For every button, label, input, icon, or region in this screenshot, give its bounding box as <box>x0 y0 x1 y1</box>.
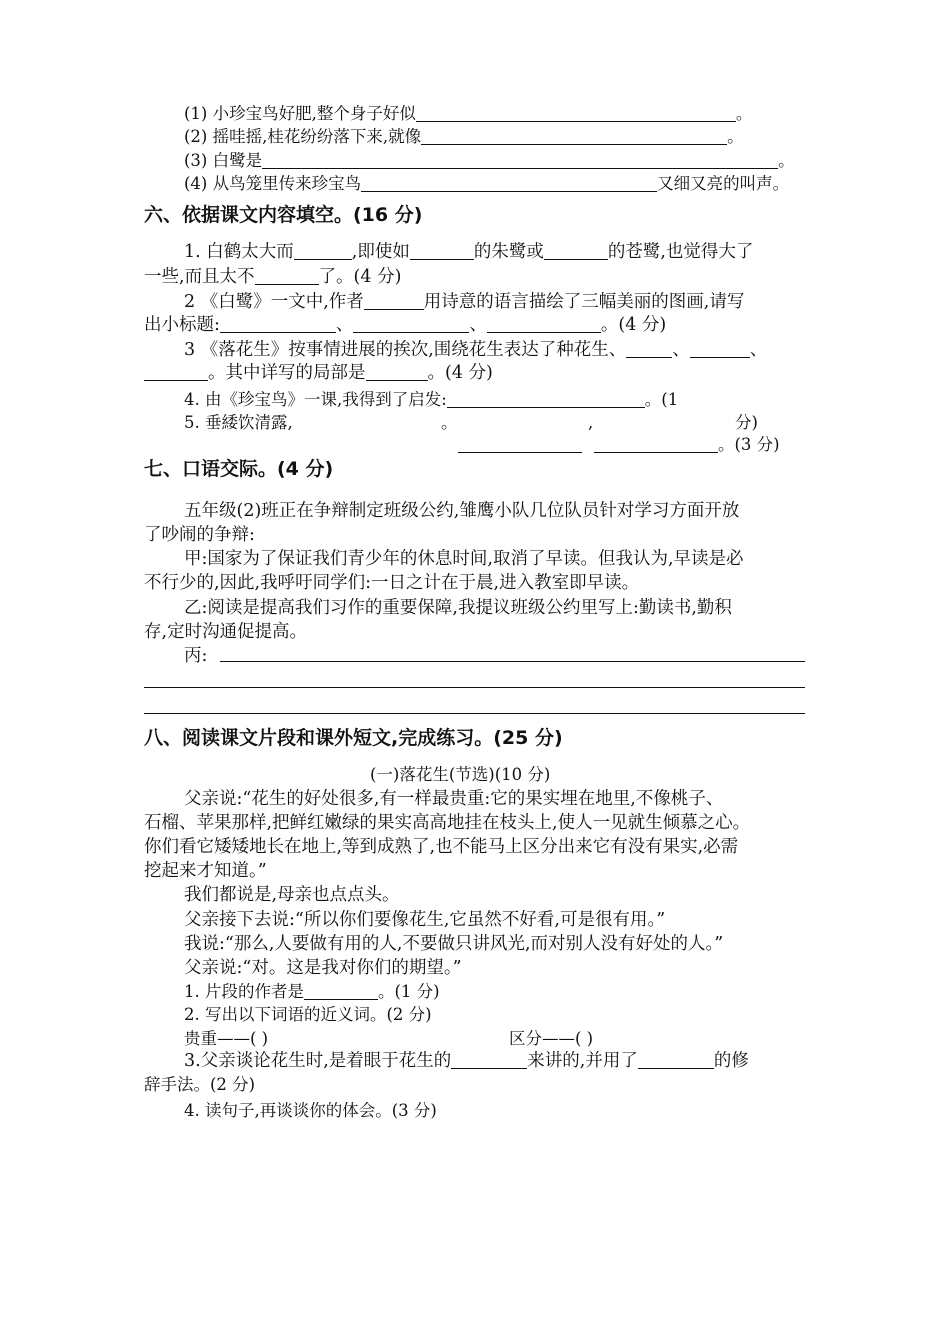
paragraph-line: 五年级(2)班正在争辩制定班级公约,雏鹰小队几位队员针对学习方面开放 <box>184 501 740 521</box>
p6-q4 <box>184 389 678 411</box>
paragraph-line: 父亲接下去说:“所以你们要像花生,它虽然不好看,可是很有用。” <box>184 910 666 930</box>
text: 、 <box>749 340 768 360</box>
p5-q1-end: 。 <box>735 104 753 123</box>
text: ,即使如 <box>351 242 410 262</box>
text: 1. 片段的作者是 <box>184 982 304 1001</box>
text: 。(4 分) <box>427 363 493 383</box>
paragraph-line: 石榴、苹果那样,把鲜红嫩绿的果实高高地挂在枝头上,使人一见就生倾慕之心。 <box>144 813 751 833</box>
text: 。(1 分) <box>378 982 440 1001</box>
section-heading: 六、依据课文内容填空。(16 分) <box>144 204 423 226</box>
blank[interactable] <box>416 105 736 122</box>
blank[interactable] <box>638 1052 714 1069</box>
section-heading: 八、阅读课文片段和课外短文,完成练习。(25 分) <box>144 727 563 749</box>
text: 、 <box>672 340 690 360</box>
synonym-item[interactable]: 贵重——( ) <box>184 1029 269 1048</box>
text: 、 <box>469 315 487 335</box>
text: 2 《白鹭》一文中,作者 <box>184 292 364 312</box>
speaker-label: 丙: <box>184 646 208 666</box>
paragraph-line: 不行少的,因此,我呼吁同学们:一日之计在于晨,进入教室即早读。 <box>144 573 640 593</box>
answer-line[interactable] <box>220 661 805 662</box>
blank[interactable] <box>255 268 319 285</box>
text: 的修 <box>713 1051 749 1071</box>
paragraph-line: 你们看它矮矮地长在地上,等到成熟了,也不能马上区分出来它有没有果实,必需 <box>144 837 739 857</box>
p8-q4: 4. 读句子,再谈谈你的体会。(3 分) <box>184 1101 437 1120</box>
p5-q4-end: 又细又亮的叫声。 <box>657 174 790 193</box>
p5-q1-text: (1) 小珍宝鸟好肥,整个身子好似 <box>184 104 416 123</box>
answer-line[interactable] <box>144 687 805 688</box>
p5-q2-end: 。 <box>727 127 744 146</box>
text: 。其中详写的局部是 <box>208 363 366 383</box>
p8-q3-line1 <box>184 1050 749 1072</box>
paragraph-line: 父亲说:“花生的好处很多,有一样最贵重:它的果实埋在地里,不像桃子、 <box>184 789 724 809</box>
text: 3.父亲谈论花生时,是着眼于花生的 <box>184 1051 452 1071</box>
p5-q3 <box>184 150 795 172</box>
blank[interactable] <box>447 391 645 408</box>
blank[interactable] <box>294 243 352 260</box>
p8-q3-line2: 辞手法。(2 分) <box>144 1075 256 1094</box>
paragraph-line: 挖起来才知道。” <box>144 861 267 881</box>
p5-q4-text: (4) 从鸟笼里传来珍宝鸟 <box>184 174 362 193</box>
blank[interactable] <box>690 341 750 358</box>
text: 一些,而且太不 <box>144 267 255 287</box>
text: 4. 由《珍宝鸟》一课,我得到了启发: <box>184 390 447 409</box>
p5-q3-text: (3) 白鹭是 <box>184 151 263 170</box>
p6-q5 <box>184 412 293 434</box>
text: 用诗意的语言描绘了三幅美丽的图画,请写 <box>423 292 745 312</box>
text: 3 《落花生》按事情进展的挨次,围绕花生表达了种花生 <box>184 340 609 360</box>
paragraph-line: 了吵闹的争辩: <box>144 525 255 545</box>
blank[interactable] <box>410 243 474 260</box>
paragraph-line: 存,定时沟通促提高。 <box>144 622 308 642</box>
text: 。(1 <box>644 390 679 409</box>
blank[interactable] <box>487 316 601 333</box>
text: 了。(4 分) <box>318 267 402 287</box>
p5-q3-end: 。 <box>778 151 795 170</box>
blank[interactable] <box>626 341 672 358</box>
p6-q2-line1 <box>184 291 744 313</box>
text: 的苍鹭,也觉得大了 <box>607 242 754 262</box>
text: 、 <box>335 315 354 335</box>
text: 的朱鹭或 <box>473 242 544 262</box>
blank[interactable] <box>594 436 718 453</box>
blank[interactable] <box>361 175 657 192</box>
text: 出小标题: <box>144 315 220 335</box>
blank[interactable] <box>364 293 424 310</box>
p6-q5-line2 <box>458 434 780 456</box>
p8-q2: 2. 写出以下词语的近义词。(2 分) <box>184 1005 432 1024</box>
paragraph-line: 我们都说是,母亲也点点头。 <box>184 885 400 905</box>
answer-line[interactable] <box>144 713 805 714</box>
blank[interactable] <box>421 128 727 145</box>
p6-q2-line2 <box>144 314 666 336</box>
section-heading: 七、口语交际。(4 分) <box>144 458 334 480</box>
passage-title: (一)落花生(节选)(10 分) <box>370 765 551 784</box>
text: 1. 白鹤太大而 <box>184 242 294 262</box>
paragraph-line: 甲:国家为了保证我们青少年的休息时间,取消了早读。但我认为,早读是必 <box>184 549 744 569</box>
blank[interactable] <box>144 364 208 381</box>
blank[interactable] <box>366 364 428 381</box>
paragraph-line: 乙:阅读是提高我们习作的重要保障,我提议班级公约里写上:勤读书,勤积 <box>184 598 732 618</box>
p6-q1-line2 <box>144 266 401 288</box>
p5-q2 <box>184 126 744 148</box>
blank[interactable] <box>451 1052 527 1069</box>
synonym-item[interactable]: 区分——( ) <box>509 1029 594 1048</box>
p6-q5-score: 分) <box>735 413 758 432</box>
paragraph-line: 父亲说:“对。这是我对你们的期望。” <box>184 958 462 978</box>
text: 来讲的,并用了 <box>527 1051 638 1071</box>
blank[interactable] <box>220 316 336 333</box>
p6-q1-line1 <box>184 241 753 263</box>
blank[interactable] <box>262 152 778 169</box>
blank[interactable] <box>544 243 608 260</box>
p6-q5-period: 。 <box>441 413 458 432</box>
paragraph-line: 我说:“那么,人要做有用的人,不要做只讲风光,而对别人没有好处的人。” <box>184 934 724 954</box>
blank[interactable] <box>353 316 469 333</box>
p5-q4 <box>184 173 789 195</box>
p5-q2-text: (2) 摇哇摇,桂花纷纷落下来,就像 <box>184 127 422 146</box>
text: 。(3 分) <box>718 435 780 454</box>
text: 。(4 分) <box>600 315 667 335</box>
blank[interactable] <box>304 983 378 1000</box>
p6-q3-line1 <box>184 339 767 361</box>
text: 、 <box>608 340 627 360</box>
p6-q3-line2 <box>144 362 493 384</box>
p8-q1 <box>184 981 440 1003</box>
p5-q1 <box>184 103 752 125</box>
blank[interactable] <box>458 436 582 453</box>
p6-q5-comma: , <box>588 413 594 432</box>
text: 5. 垂緌饮清露, <box>184 413 293 432</box>
